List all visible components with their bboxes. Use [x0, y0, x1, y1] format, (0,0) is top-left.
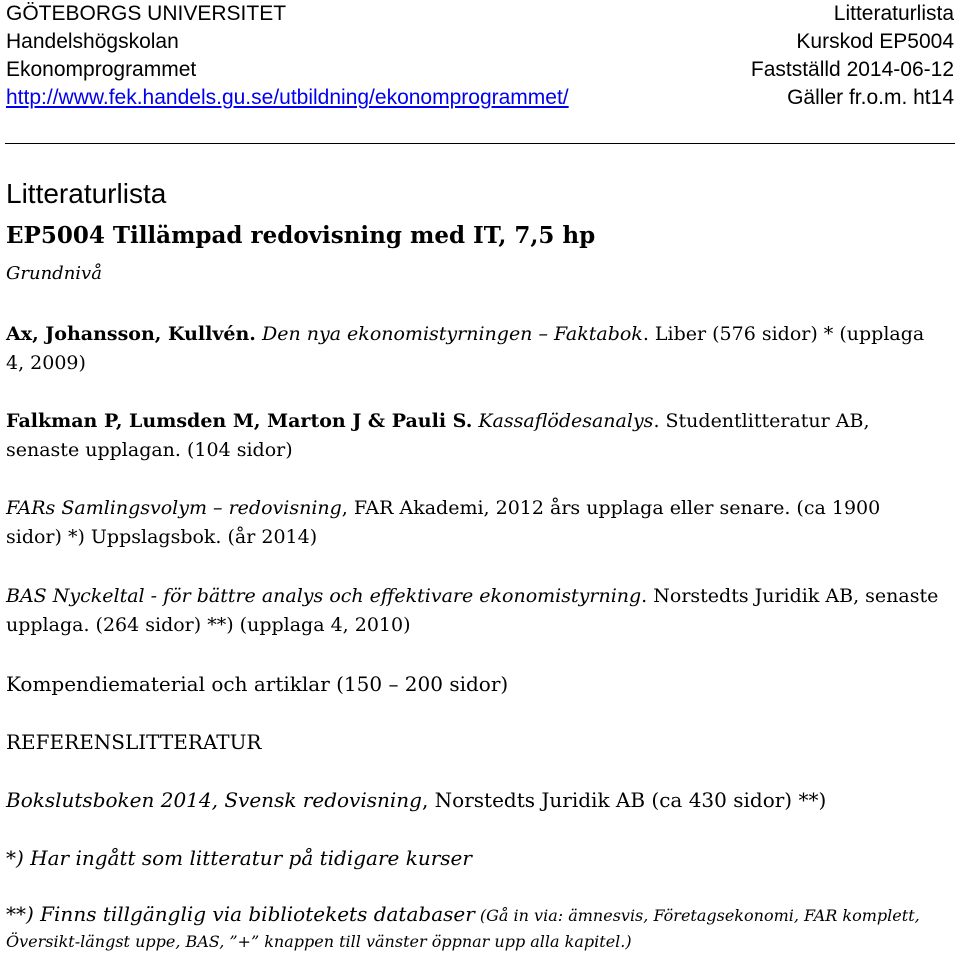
established-date: Fastställd 2014-06-12	[750, 58, 954, 81]
entry-details: , FAR Akademi, 2012 års upplaga eller senare. (ca 1900 sidor) *) Uppslagsbok. (år 2014)	[6, 497, 881, 548]
header-divider	[5, 143, 955, 144]
header-left	[6, 0, 569, 112]
valid-from: Gäller fr.o.m. ht14	[787, 86, 954, 109]
page-title: Litteraturlista	[6, 178, 167, 209]
program-name: Ekonomprogrammet	[6, 58, 197, 81]
entry-title: BAS Nyckeltal - för bättre analys och effektivare ekonomistyrning	[6, 585, 642, 607]
literature-entry	[6, 407, 941, 465]
note-single-star: *) Har ingått som litteratur på tidigare kurser	[6, 846, 472, 870]
header-right	[751, 0, 954, 112]
literature-entry	[6, 320, 941, 378]
reference-entry	[6, 786, 826, 814]
literature-entry	[6, 494, 941, 552]
entry-title: FARs Samlingsvolym – redovisning	[6, 497, 342, 519]
entry-authors: Ax, Johansson, Kullvén.	[6, 323, 256, 345]
entry-authors: Falkman P, Lumsden M, Marton J & Pauli S.	[6, 410, 473, 432]
entry-details: . Studentlitteratur AB, senaste upplagan. (104 sidor)	[6, 410, 870, 461]
course-code: Kurskod EP5004	[796, 30, 954, 53]
note-double-star-detail: (Gå in via: ämnesvis, Företagsekonomi, FAR komplett, Översikt-längst uppe, BAS, ”+” knappen till vänster öppnar upp alla kapitel.)	[6, 906, 920, 951]
program-url-link[interactable]: http://www.fek.handels.gu.se/utbildning/ekonomprogrammet/	[6, 86, 569, 109]
entry-title: Kassaflödesanalys	[478, 410, 654, 432]
entry-details: . Liber (576 sidor) * (upplaga 4, 2009)	[6, 323, 925, 374]
reference-title: Bokslutsboken 2014, Svensk redovisning	[6, 788, 422, 812]
course-level: Grundnivå	[6, 263, 102, 284]
reference-details: , Norstedts Juridik AB (ca 430 sidor) **)	[421, 788, 827, 812]
university-name: GÖTEBORGS UNIVERSITET	[6, 2, 287, 25]
note-double-star	[6, 901, 956, 955]
compendium-line: Kompendiematerial och artiklar (150 – 200 sidor)	[6, 672, 509, 696]
doc-type: Litteraturlista	[833, 2, 954, 25]
literature-entry	[6, 582, 941, 640]
reference-heading: REFERENSLITTERATUR	[6, 730, 262, 754]
entry-title: Den nya ekonomistyrningen – Faktabok	[261, 323, 643, 345]
course-title: EP5004 Tillämpad redovisning med IT, 7,5 hp	[6, 222, 596, 249]
note-double-star-main: **) Finns tillgänglig via bibliotekets databaser	[6, 902, 475, 926]
school-name: Handelshögskolan	[6, 30, 179, 53]
entry-details: . Norstedts Juridik AB, senaste upplaga. (264 sidor) **) (upplaga 4, 2010)	[6, 585, 939, 636]
